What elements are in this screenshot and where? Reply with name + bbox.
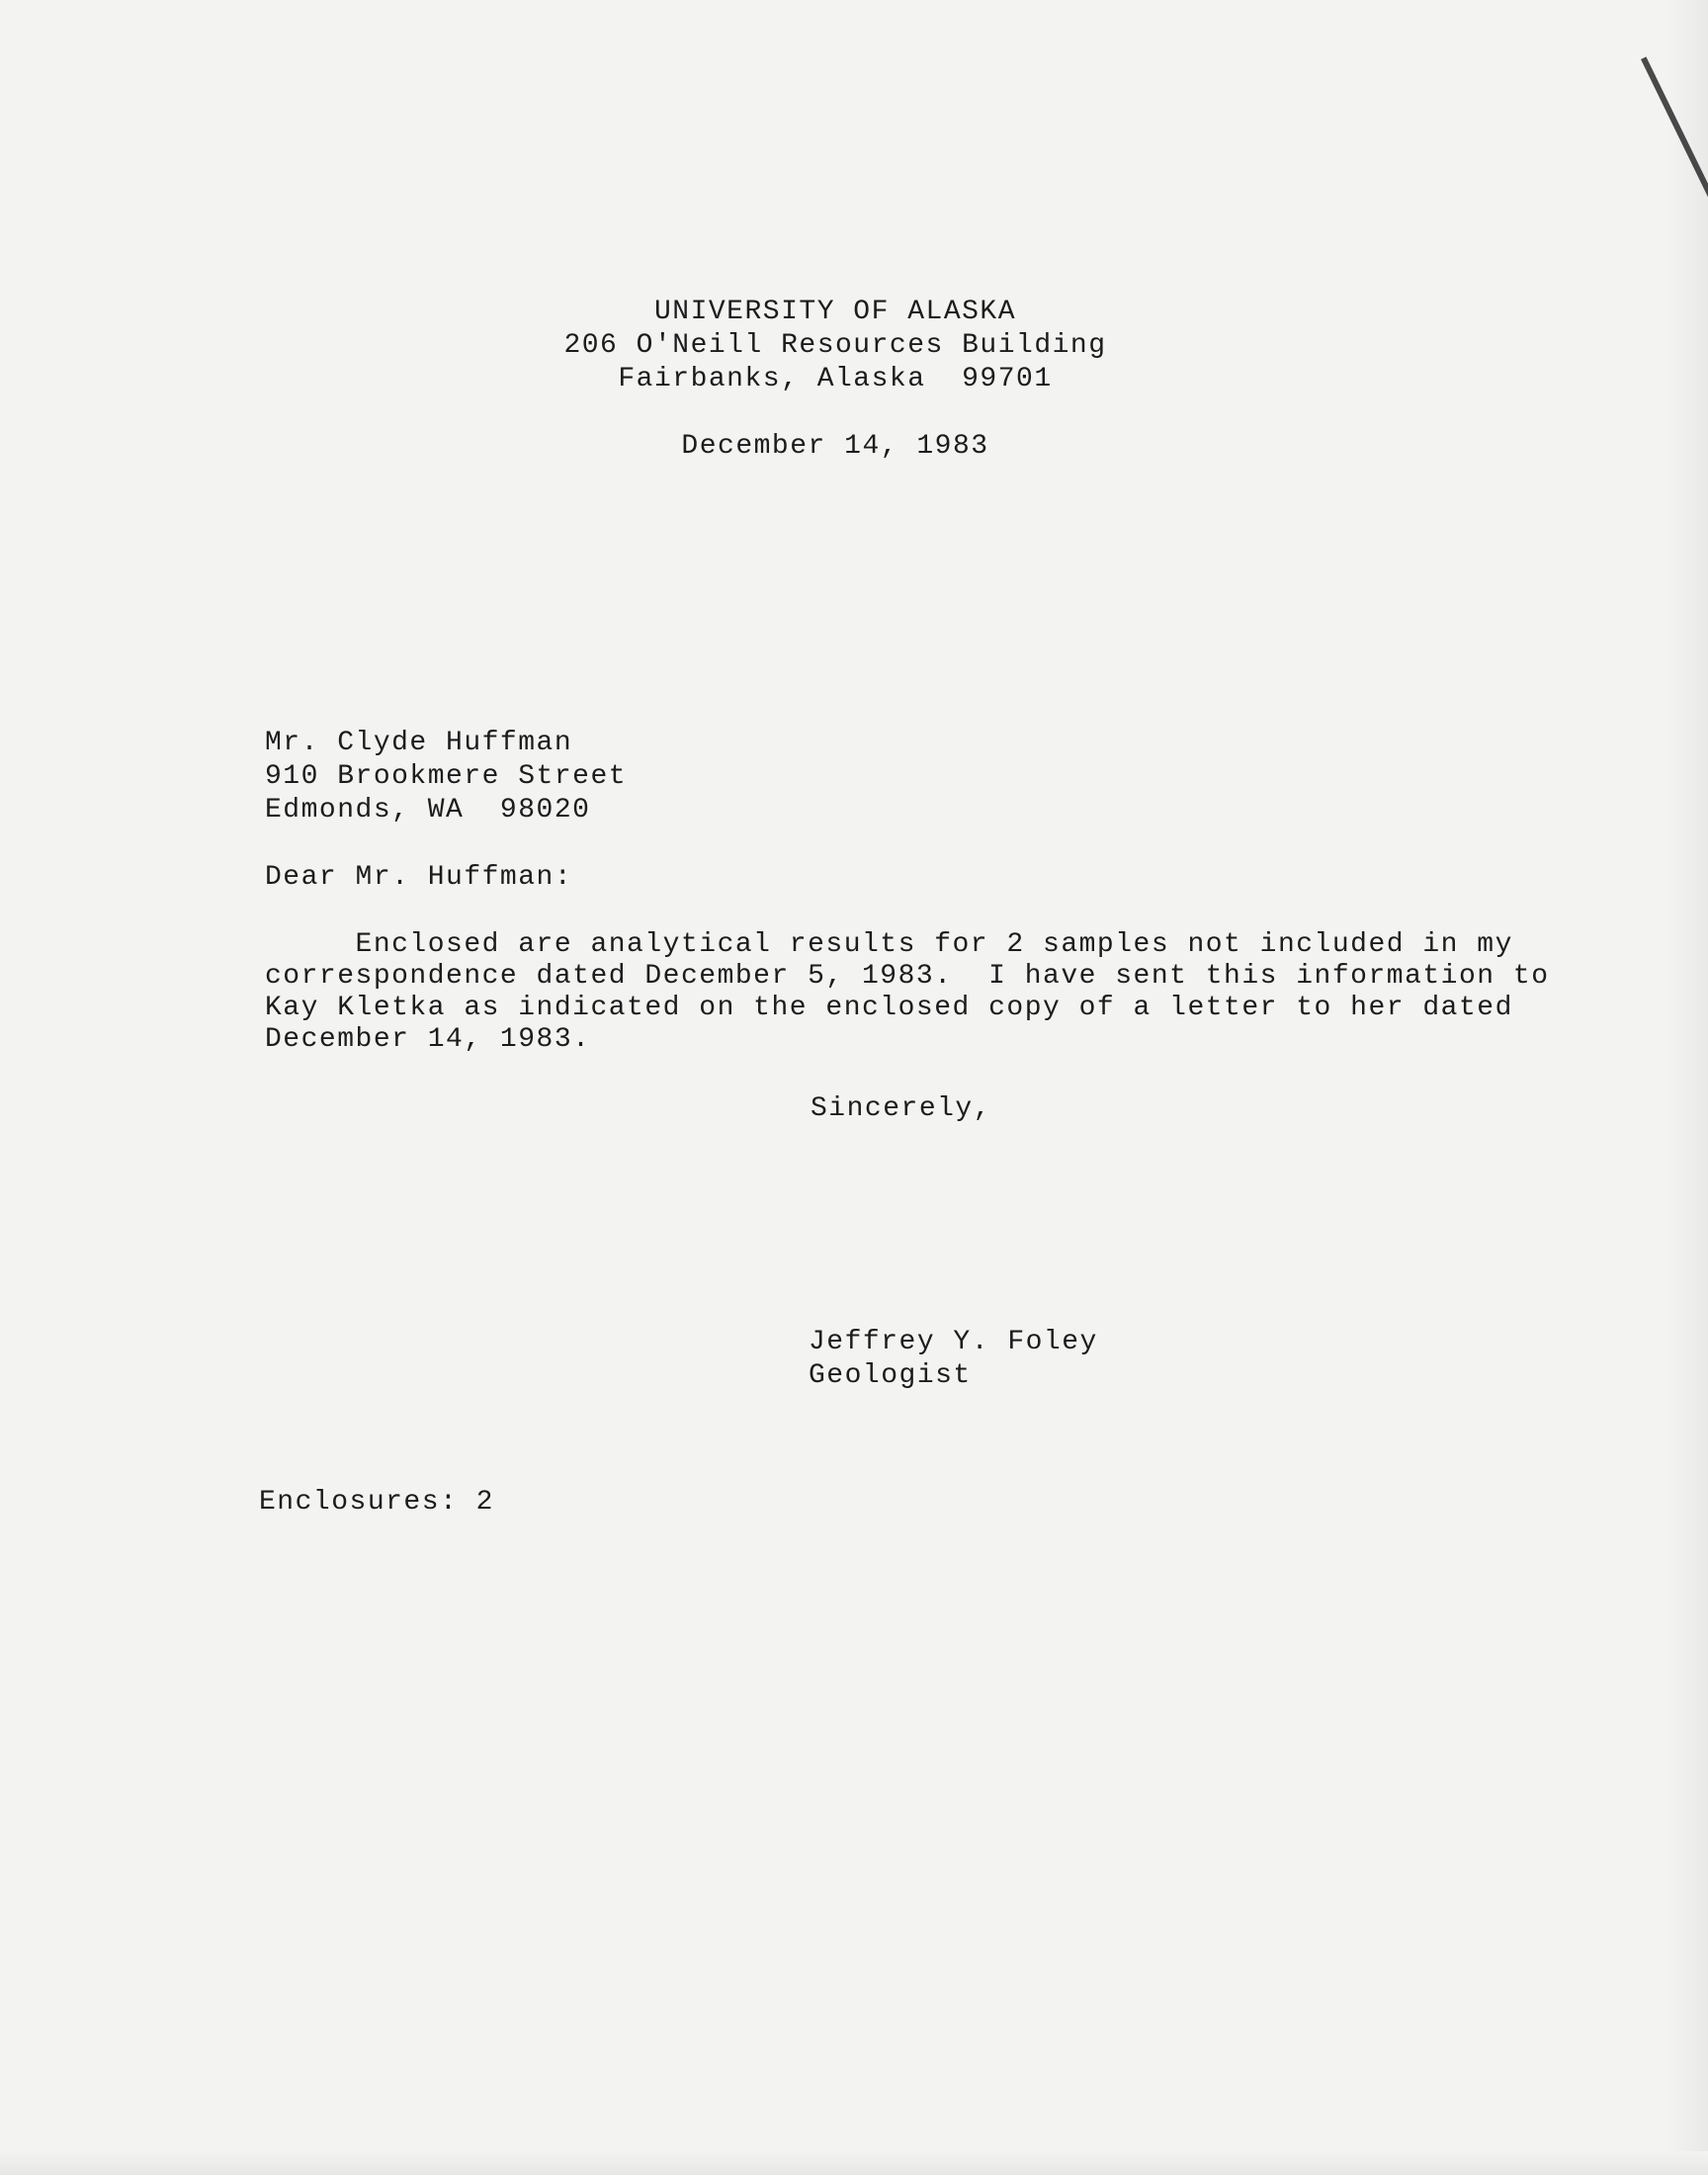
- letterhead-city: Fairbanks, Alaska 99701: [618, 364, 1053, 394]
- recipient-street: 910 Brookmere Street: [265, 761, 628, 792]
- closing: Sincerely,: [811, 1093, 992, 1124]
- salutation: Dear Mr. Huffman:: [265, 862, 573, 893]
- signature-title: Geologist: [809, 1360, 972, 1391]
- letter-date: December 14, 1983: [681, 431, 989, 462]
- recipient-name: Mr. Clyde Huffman: [265, 728, 573, 758]
- letterhead-address: 206 O'Neill Resources Building: [563, 330, 1107, 361]
- signature-name: Jeffrey Y. Foley: [809, 1327, 1098, 1357]
- page-edge-shadow: [1668, 0, 1708, 2175]
- letterhead-institution: UNIVERSITY OF ALASKA: [653, 297, 1017, 327]
- body-line-3: Kay Kletka as indicated on the enclosed copy of a letter to her dated: [265, 993, 1513, 1023]
- body-line-2: correspondence dated December 5, 1983. I have sent this information to: [265, 961, 1550, 992]
- body-line-1: Enclosed are analytical results for 2 samples not included in my: [265, 929, 1513, 960]
- body-line-4: December 14, 1983.: [265, 1024, 591, 1055]
- page-bottom-shadow: [0, 2151, 1708, 2175]
- enclosures-note: Enclosures: 2: [259, 1487, 494, 1518]
- recipient-city: Edmonds, WA 98020: [265, 795, 591, 826]
